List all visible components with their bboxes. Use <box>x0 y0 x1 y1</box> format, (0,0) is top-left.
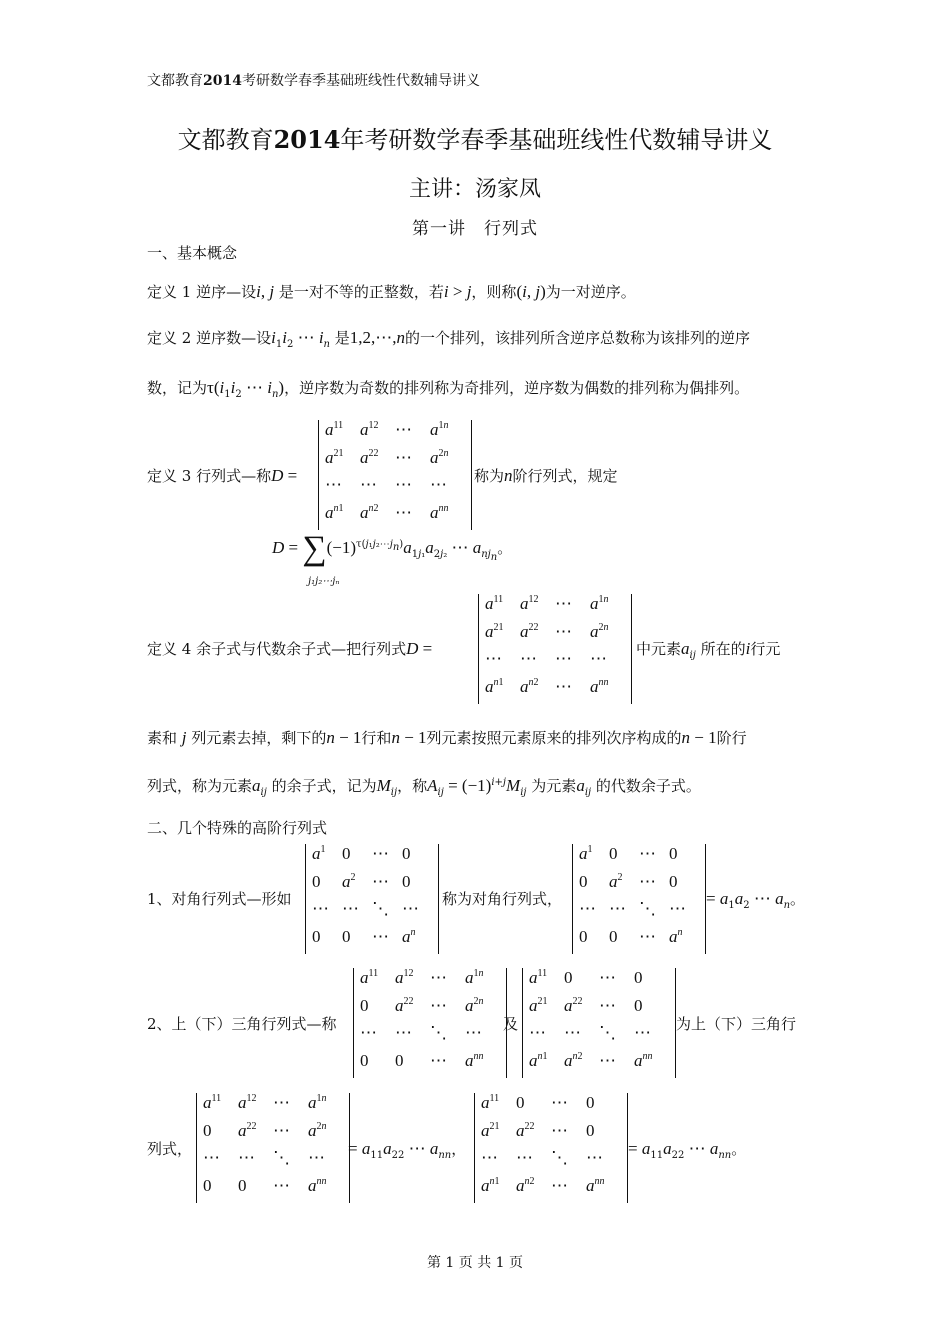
determinant-general: a $^{11}$ a $^{12}$ ⋯ a $^{1n}$ a $^{21}$ a $^{22}$ ⋯ a $^{2n}$ ⋯ ⋯ ⋯ ⋯ a $^{n 1}$ a $^{n 2}$ ⋯ a $^{nn}$ <box>318 420 472 530</box>
definition-3: 定义 3 行列式—称D = <box>147 466 298 485</box>
running-header <box>147 70 480 90</box>
summation-index: j₁j₂⋯jₙ <box>308 576 340 587</box>
definition-4-line3: 列式，称为元素$a_{ij}$ 的余子式，记为$M_{ij}$，称$A_{ij} = (-1)^{i+j}M_{ij}$ 为元素$a_{ij}$ 的代数余子式。 <box>147 776 701 798</box>
determinant-def4: a $^{11}$ a $^{12}$ ⋯ a $^{1n}$ a $^{21}$ a $^{22}$ ⋯ a $^{2n}$ ⋯ ⋯ ⋯ ⋯ a $^{n 1}$ a $^{n 2}$ ⋯ a $^{nn}$ <box>478 594 632 704</box>
item-1-label: 1、对角行列式—形如 <box>147 890 292 908</box>
lower-triangular-result: = $a_{11}a_{22}$ ⋯ $a_{nn}$。 <box>628 1139 747 1161</box>
running-header-prefix: 文都教育 <box>147 73 203 89</box>
section-heading-special: 二、几个特殊的高阶行列式 <box>147 819 328 837</box>
item-2-label: 2、上（下）三角行列式—称 <box>147 1015 337 1033</box>
definition-4-line1-suffix: 中元素$a_{ij}$ 所在的i行元 <box>636 639 781 661</box>
definition-1: 定义 1 逆序—设i, j 是一对不等的正整数，若i > j，则称(i, j)为一对逆序。 <box>147 282 636 301</box>
page-footer: 第 1 页 共 1 页 <box>426 1255 524 1271</box>
item-2-continued: 列式， <box>147 1140 193 1158</box>
definition-4-line1: 定义 4 余子式与代数余子式—把行列式D = <box>147 639 433 658</box>
determinant-expansion-formula: $D = \sum(-1)^{\tau(j_1j_2\cdots j_n)}a_{1j_1}a_{2j_2}$ ⋯ $a_{nj_n}$。 <box>272 530 513 567</box>
item-2-and: 及 <box>503 1015 519 1033</box>
determinant-upper-triangular-value: a $^{11}$ a $^{12}$ ⋯ a $^{1n}$ 0 a $^{22}$ ⋯ a $^{2n}$ ⋯ ⋯ ⋱ ⋯ 0 0 ⋯ a $^{nn}$ <box>196 1093 350 1203</box>
item-2-text: 为上（下）三角行 <box>676 1015 797 1033</box>
section-heading-basic: 一、基本概念 <box>147 244 238 262</box>
definition-3-suffix: 称为n阶行列式，规定 <box>474 466 618 485</box>
lecture-title: 第一讲 行列式 <box>412 219 538 239</box>
determinant-lower-triangular-value: a $^{11}$ 0 ⋯ 0 a $^{21}$ a $^{22}$ ⋯ 0 ⋯ ⋯ ⋱ ⋯ a $^{n 1}$ a $^{n 2}$ ⋯ a $^{nn}$ <box>474 1093 628 1203</box>
running-header-year: 2014 <box>203 73 242 89</box>
running-header-suffix: 考研数学春季基础班线性代数辅导讲义 <box>241 73 480 89</box>
item-1-text: 称为对角行列式， <box>442 890 563 908</box>
determinant-lower-triangular: a $^{11}$ 0 ⋯ 0 a $^{21}$ a $^{22}$ ⋯ 0 ⋯ ⋯ ⋱ ⋯ a $^{n 1}$ a $^{n 2}$ ⋯ a $^{nn}$ <box>522 968 676 1078</box>
definition-4-line2: 素和 j 列元素去掉，剩下的n − 1行和n − 1列元素按照元素原来的排列次序构成的n − 1阶行 <box>147 728 747 747</box>
definition-2-line1: 定义 2 逆序数—设$i_1i_2$ ⋯ $i_n$ 是1,2,⋯,n的一个排列，该排列所含逆序总数称为该排列的逆序 <box>147 328 751 350</box>
lecturer-line: 主讲：汤家凤 <box>408 177 541 202</box>
document-title: 文都教育2014年考研数学春季基础班线性代数辅导讲义 <box>177 125 773 154</box>
determinant-diagonal: a $^1$ 0 ⋯ 0 0 a $^2$ ⋯ 0 ⋯ ⋯ ⋱ ⋯ 0 0 ⋯ a $^n$ <box>305 844 439 954</box>
definition-2-line2: 数，记为$\tau(i_1i_2$ ⋯ $i_n$)，逆序数为奇数的排列称为奇排列，逆序数为偶数的排列称为偶排列。 <box>147 378 750 400</box>
determinant-diagonal-value: a $^1$ 0 ⋯ 0 0 a $^2$ ⋯ 0 ⋯ ⋯ ⋱ ⋯ 0 0 ⋯ a $^n$ <box>572 844 706 954</box>
upper-triangular-result: = $a_{11}a_{22}$ ⋯ $a_{nn}$， <box>348 1139 467 1161</box>
determinant-upper-triangular: a $^{11}$ a $^{12}$ ⋯ a $^{1n}$ 0 a $^{22}$ ⋯ a $^{2n}$ ⋯ ⋯ ⋱ ⋯ 0 0 ⋯ a $^{nn}$ <box>353 968 507 1078</box>
math-ij: i <box>256 282 261 301</box>
diagonal-result: = $a_1a_2$ ⋯ $a_n$。 <box>706 889 806 911</box>
